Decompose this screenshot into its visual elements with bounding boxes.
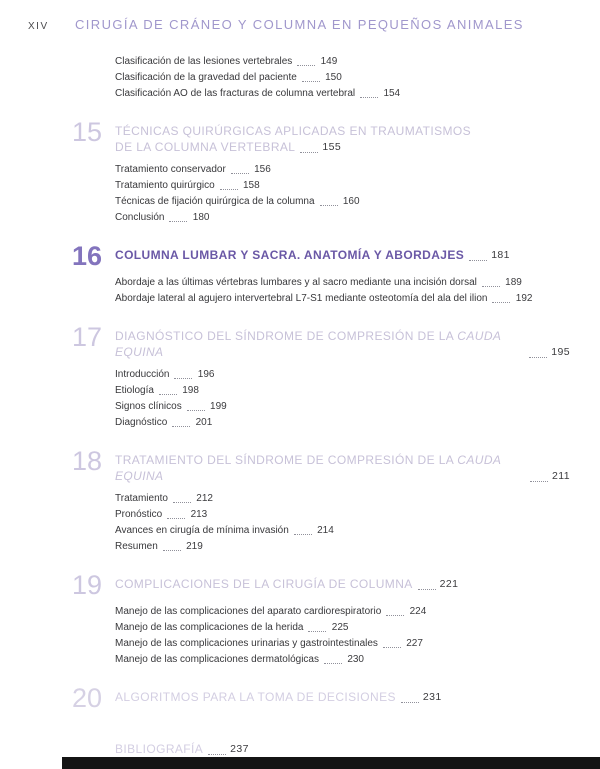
toc-entry-label: Clasificación de las lesiones vertebrales [115,56,293,67]
chapter-heading [72,446,570,484]
chapter-number: 16 [72,241,103,271]
chapter-title-block [115,244,570,268]
dot-leader [360,97,378,98]
chapter-title-block [115,738,570,757]
toc-entry [115,638,570,650]
toc-entry-label: Tratamiento conservador [115,164,226,175]
chapter-number: 15 [72,117,103,147]
toc-entry [115,277,570,289]
dot-leader [173,502,191,503]
toc-entry-label: Manejo de las complicaciones urinarias y gastrointestinales [115,638,378,649]
toc-entry-label: Diagnóstico [115,417,168,428]
chapter-section-18 [0,446,570,553]
dot-leader [401,702,419,703]
toc-entry-page-number: 199 [210,401,227,412]
chapter-title-line [115,328,570,360]
toc-entry-label: Conclusión [115,212,165,223]
toc-entry-page-number: 156 [254,164,271,175]
toc-entry-page-number: 227 [406,638,423,649]
chapter-section-16 [0,241,570,305]
dot-leader [172,426,190,427]
chapter-page-number: 231 [422,691,442,703]
toc-entry-label: Introducción [115,369,170,380]
chapter-title-line [115,247,570,263]
chapter-title-line [115,689,570,705]
chapter-heading [72,570,570,600]
chapter-title: ALGORITMOS PARA LA TOMA DE DECISIONES [115,690,396,704]
folio-page-number: XIV [28,21,49,32]
toc-entry-label: Tratamiento [115,493,168,504]
toc-entry-label: Clasificación de la gravedad del paciente [115,72,297,83]
toc-entry-label: Avances en cirugía de mínima invasión [115,525,289,536]
dot-leader [492,302,510,303]
toc-entry-label: Resumen [115,541,158,552]
toc-entry [115,180,570,192]
table-of-contents [0,56,600,757]
toc-entry-page-number: 196 [197,369,215,380]
chapter-number: 17 [72,322,103,352]
dot-leader [169,221,187,222]
chapter-section-19 [0,570,570,666]
toc-entry [115,622,570,634]
toc-entry-page-number: 149 [320,56,338,67]
chapter-title-block [115,449,570,484]
chapter-title-italic: CAUDA EQUINA [115,453,501,483]
chapter-title: COLUMNA LUMBAR Y SACRA. ANATOMÍA Y ABORDAJES [115,248,465,262]
toc-entry-label: Manejo de las complicaciones del aparato cardiorespiratorio [115,606,382,617]
toc-entry [115,509,570,521]
toc-entry-page-number: 160 [342,196,360,207]
chapter-title-line [115,576,570,592]
toc-entry [115,56,570,68]
chapter-title-line [115,139,570,155]
toc-entry [115,417,570,429]
dot-leader [297,65,315,66]
chapter-heading [72,322,570,360]
dot-leader [174,378,192,379]
chapter-title-line [115,452,570,484]
page-header [0,0,600,32]
toc-entry-label: Abordaje lateral al agujero intervertebral L7-S1 mediante osteotomía del ala del ilion [115,293,488,304]
chapter-title: TÉCNICAS QUIRÚRGICAS APLICADAS EN TRAUMATISMOS [115,124,472,138]
toc-entry [115,385,570,397]
chapter-number [72,738,115,757]
dot-leader [159,394,177,395]
toc-entry-label: Tratamiento quirúrgico [115,180,215,191]
toc-entry-label: Manejo de las complicaciones dermatológicas [115,654,319,665]
dot-leader [324,663,342,664]
chapter-title-block [115,120,570,155]
dot-leader [294,534,312,535]
chapter-number: 18 [72,446,103,476]
toc-entry-label: Signos clínicos [115,401,182,412]
chapter-number: 20 [72,683,103,713]
toc-entry [115,72,570,84]
chapter-title: DE LA COLUMNA VERTEBRAL [115,140,296,154]
dot-leader [530,481,548,482]
toc-entry-label: Etiología [115,385,154,396]
chapter-title: TRATAMIENTO DEL SÍNDROME DE COMPRESIÓN DE LA CAUDA EQUINA [115,453,501,483]
dot-leader [482,286,500,287]
chapter-page-number: 195 [551,346,570,358]
toc-entry [115,212,570,224]
chapter-title-italic: CAUDA EQUINA [115,329,501,359]
dot-leader [302,81,320,82]
chapter-title: DIAGNÓSTICO DEL SÍNDROME DE COMPRESIÓN DE LA CAUDA EQUINA [115,329,501,359]
dot-leader [383,647,401,648]
dot-leader [163,550,181,551]
chapter-heading [72,683,570,713]
toc-entry-page-number: 192 [515,293,533,304]
chapter-title-block [115,325,570,360]
toc-entry-page-number: 225 [331,622,349,633]
toc-entry-page-number: 213 [190,509,208,520]
toc-entry-page-number: 214 [317,525,334,536]
chapter-page-number: 221 [439,578,459,590]
toc-entry [115,493,570,505]
toc-entry [115,541,570,553]
chapter-page-number: 181 [491,249,510,261]
dot-leader [529,357,547,358]
dot-leader [220,189,238,190]
chapter-title-line [115,741,570,757]
toc-entry-page-number: 224 [409,606,427,617]
dot-leader [386,615,404,616]
toc-entry-page-number: 212 [196,493,213,504]
chapter-heading [72,241,570,271]
toc-entry [115,525,570,537]
dot-leader [300,152,318,153]
chapter-heading [72,117,570,155]
toc-entry-page-number: 158 [243,180,260,191]
toc-entry [115,164,570,176]
toc-entry-page-number: 230 [347,654,364,665]
scan-bottom-edge [62,757,600,769]
toc-entry [115,606,570,618]
dot-leader [187,410,205,411]
intro-entries [0,56,570,100]
toc-entry-label: Pronóstico [115,509,163,520]
chapter-heading [72,738,570,757]
toc-entry-page-number: 219 [186,541,203,552]
toc-entry-page-number: 189 [505,277,522,288]
toc-entry-label: Clasificación AO de las fracturas de columna vertebral [115,88,356,99]
chapter-page-number: 211 [552,470,570,482]
toc-entry-page-number: 198 [182,385,199,396]
toc-entry [115,88,570,100]
chapter-page-number: 237 [230,743,249,755]
toc-entry-label: Manejo de las complicaciones de la herida [115,622,304,633]
toc-entry [115,293,570,305]
chapter-section-15 [0,117,570,224]
toc-entry-page-number: 154 [383,88,401,99]
chapter-title-block [115,686,570,710]
chapter-title-line [115,123,570,139]
bibliography-section [0,738,570,757]
chapter-title: BIBLIOGRAFÍA [115,742,204,756]
dot-leader [231,173,249,174]
dot-leader [418,589,436,590]
dot-leader [208,754,226,755]
toc-entry [115,654,570,666]
toc-entry-label: Técnicas de fijación quirúrgica de la columna [115,196,315,207]
dot-leader [469,260,487,261]
toc-entry-page-number: 150 [325,72,342,83]
toc-entry-page-number: 201 [195,417,213,428]
dot-leader [320,205,338,206]
chapter-section-20 [0,683,570,713]
chapter-title: COMPLICACIONES DE LA CIRUGÍA DE COLUMNA [115,577,413,591]
toc-entry [115,196,570,208]
toc-entry-label: Abordaje a las últimas vértebras lumbares y al sacro mediante una incisión dorsal [115,277,477,288]
chapter-section-17 [0,322,570,429]
toc-entry-page-number: 180 [192,212,210,223]
chapter-number: 19 [72,570,103,600]
dot-leader [308,631,326,632]
chapter-page-number: 155 [322,141,342,153]
toc-entry [115,369,570,381]
chapter-title-block [115,573,570,597]
book-title: CIRUGÍA DE CRÁNEO Y COLUMNA EN PEQUEÑOS ANIMALES [75,17,524,32]
toc-entry [115,401,570,413]
dot-leader [167,518,185,519]
